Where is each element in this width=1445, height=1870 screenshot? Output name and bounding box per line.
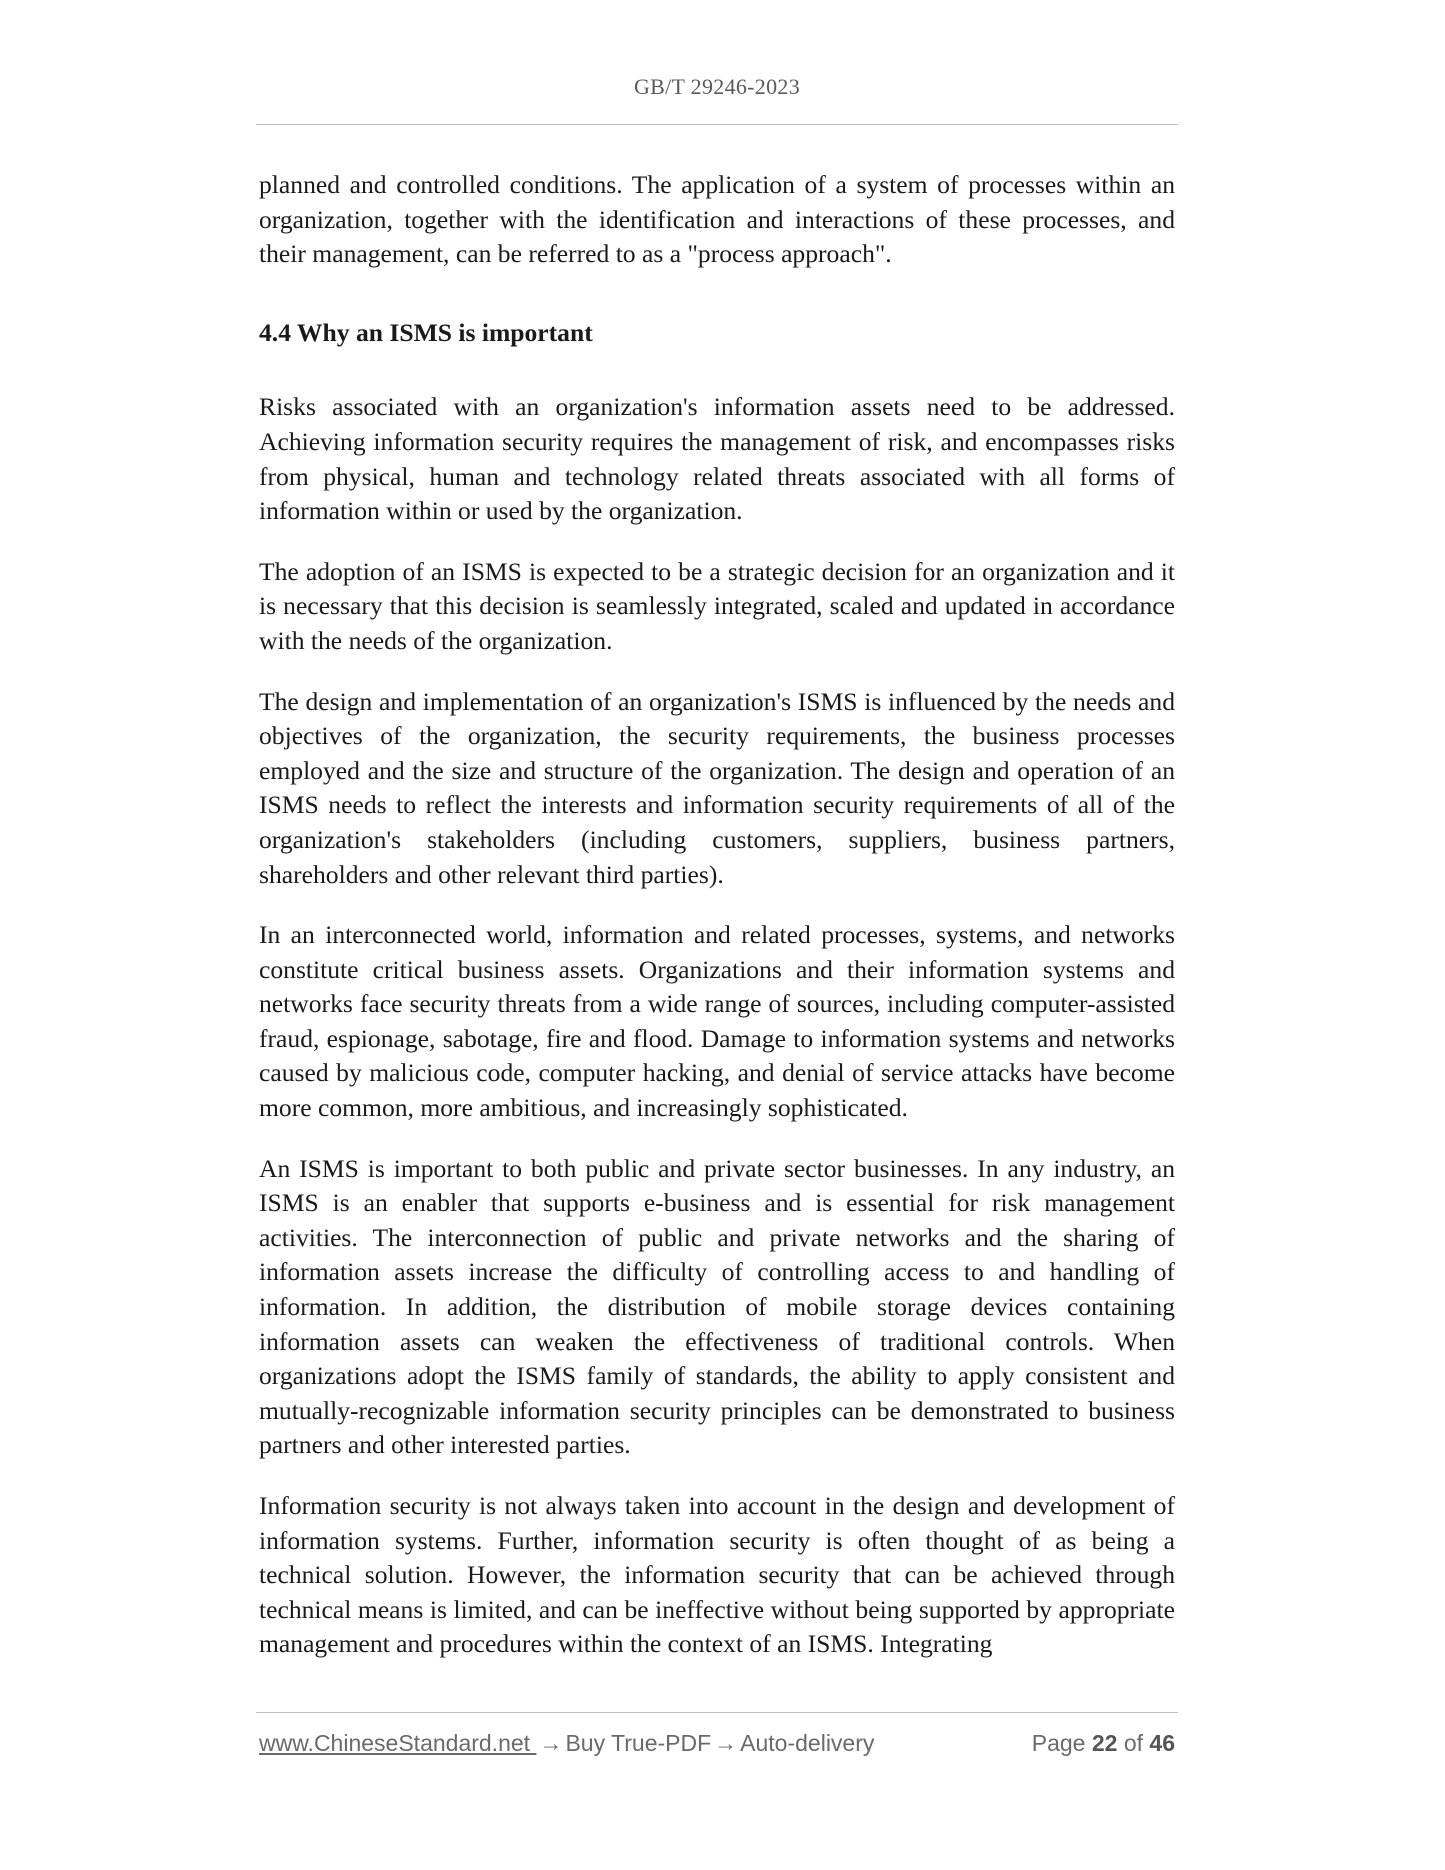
page-total: 46 xyxy=(1149,1730,1175,1756)
footer-divider xyxy=(256,1712,1178,1713)
arrow-right-icon: → xyxy=(539,1730,563,1756)
footer-links xyxy=(259,1730,874,1757)
page-number xyxy=(1032,1730,1175,1757)
page-header: GB/T 29246-2023 xyxy=(633,74,801,99)
arrow-right-icon: → xyxy=(714,1730,738,1756)
header-divider xyxy=(256,124,1178,125)
buy-pdf-text: Buy True-PDF xyxy=(565,1730,712,1756)
body-paragraph: In an interconnected world, information and related processes, systems, and networks constitute critical business assets. Organizations and their information systems and networks face security threats from a wide range of sources, including computer-assisted fraud, espionage, sabotage, fire and flood. Damage to information systems and networks caused by malicious code, computer hacking, and denial of service attacks have become more common, more ambitious, and increasingly sophisticated. xyxy=(259,920,1175,1123)
continuation-paragraph: planned and controlled conditions. The application of a system of processes within an organization, together with the identification and interactions of these processes, and their management, can be referred to as a "process approach". xyxy=(259,170,1175,269)
body-paragraph: The design and implementation of an organization's ISMS is influenced by the needs and objectives of the organization, the security requirements, the business processes employed and the size and structure of the organization. The design and operation of an ISMS needs to reflect the interests and information security requirements of all of the organization's stakeholders (including customers, suppliers, business partners, shareholders and other relevant third parties). xyxy=(259,686,1175,889)
body-paragraph: An ISMS is important to both public and private sector businesses. In any industry, an ISMS is an enabler that supports e-business and is essential for risk management activities. The interconnection of public and private networks and the sharing of information assets increase the difficulty of controlling access to and handling of information. In addition, the distribution of mobile storage devices containing information assets can weaken the effectiveness of traditional controls. When organizations adopt the ISMS family of standards, the ability to apply consistent and mutually-recognizable information security principles can be demonstrated to business partners and other interested parties. xyxy=(259,1153,1175,1460)
body-paragraph: The adoption of an ISMS is expected to be a strategic decision for an organization and it is necessary that this decision is seamlessly integrated, scaled and updated in accordance with the needs of the organization. xyxy=(259,556,1175,655)
body-paragraph: Information security is not always taken into account in the design and development of information systems. Further, information security is often thought of as being a technical solution. However, the information security that can be achieved through technical means is limited, and can be ineffective without being supported by appropriate management and procedures within the context of an ISMS. Integrating xyxy=(259,1491,1175,1659)
document-body xyxy=(259,168,1175,1688)
section-heading: 4.4 Why an ISMS is important xyxy=(259,317,593,347)
page-current: 22 xyxy=(1091,1730,1118,1756)
page-label: Page xyxy=(1031,1730,1086,1756)
website-link[interactable]: www.ChineseStandard.net xyxy=(259,1730,537,1756)
page-of-label: of xyxy=(1123,1730,1144,1756)
body-paragraph: Risks associated with an organization's information assets need to be addressed. Achieving information security requires the management of risk, and encompasses risks from physical, human and technology related threats associated with all forms of information within or used by the organization. xyxy=(259,392,1175,526)
auto-delivery-text: Auto-delivery xyxy=(740,1730,875,1756)
